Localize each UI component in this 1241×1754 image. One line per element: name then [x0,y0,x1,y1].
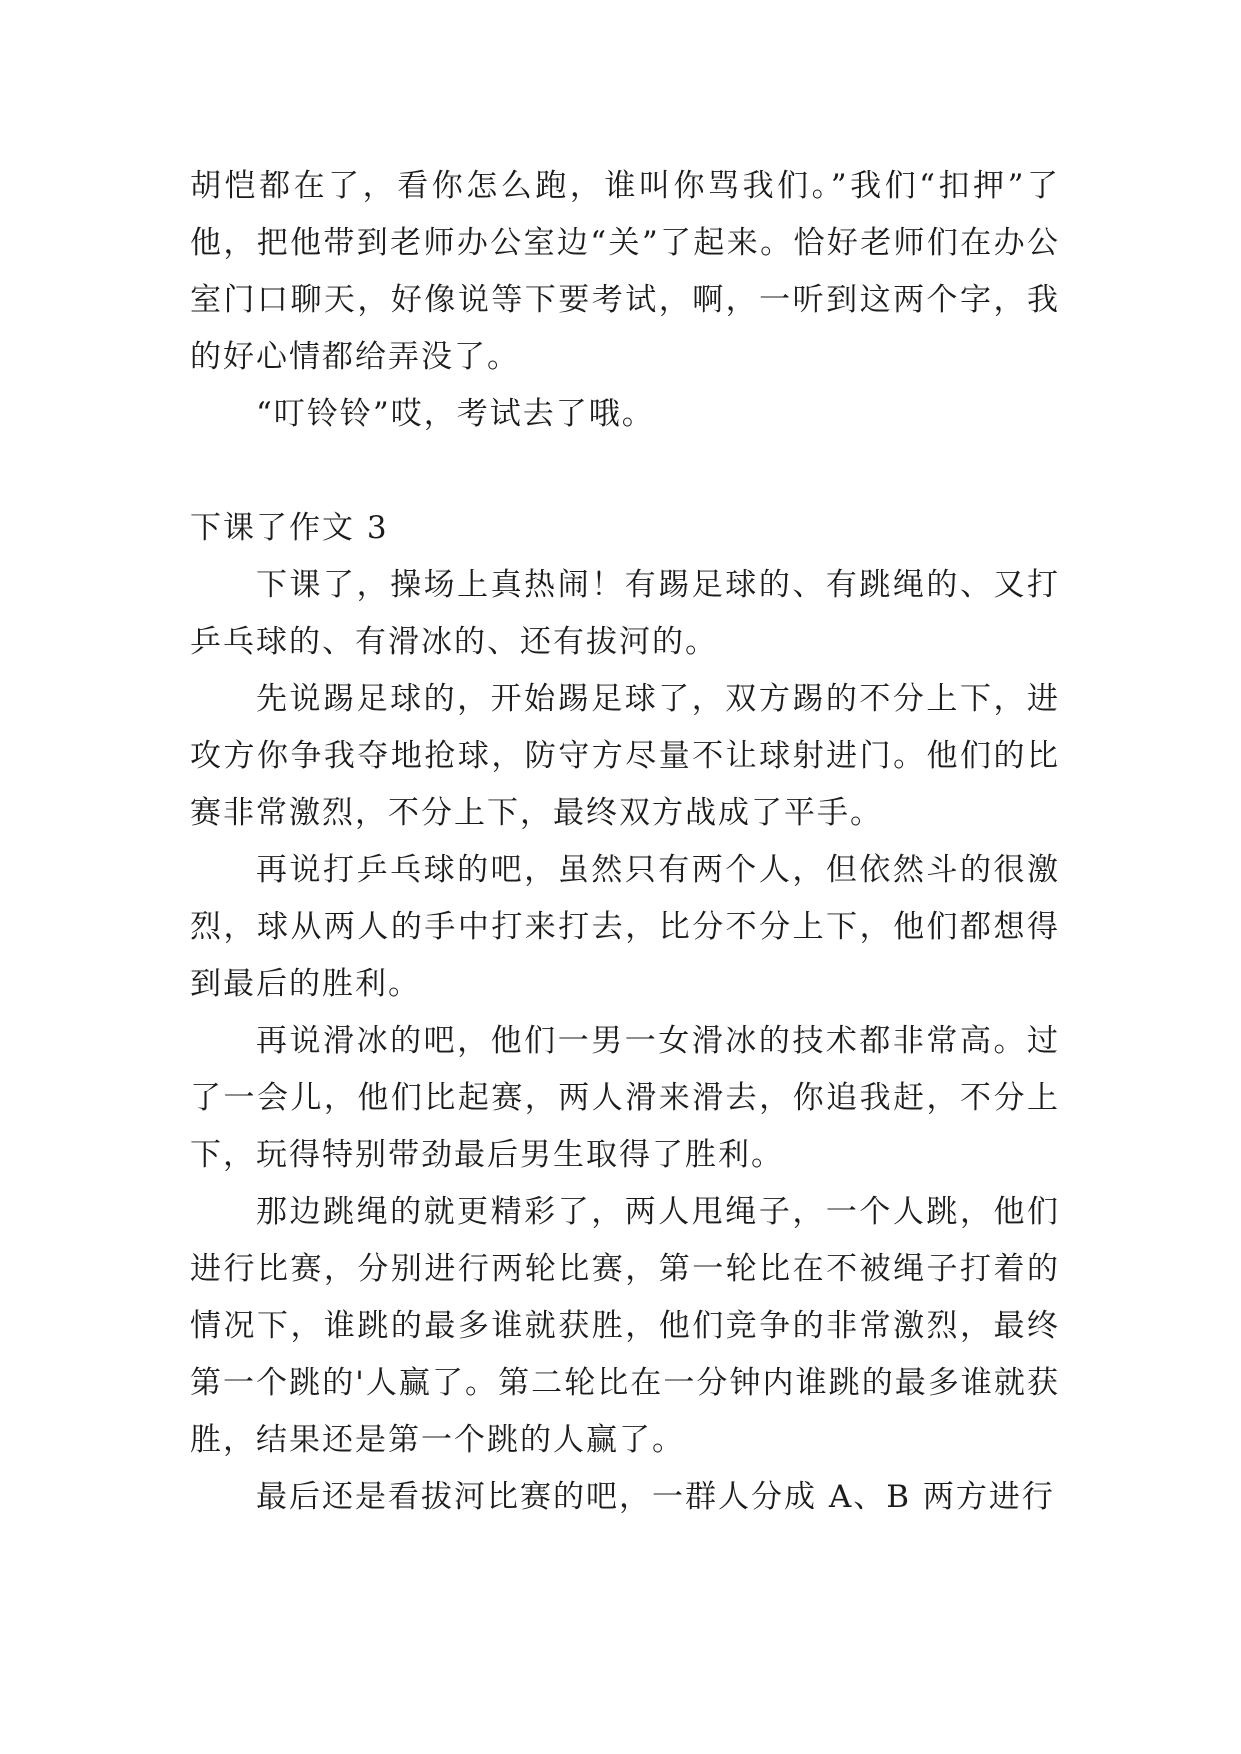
paragraph-skating: 再说滑冰的吧，他们一男一女滑冰的技术都非常高。过了一会儿，他们比起赛，两人滑来滑去，你追我赶，不分上下，玩得特别带劲最后男生取得了胜利。 [190,1023,1060,1173]
paragraph-jump-rope: 那边跳绳的就更精彩了，两人甩绳子，一个人跳，他们进行比赛，分别进行两轮比赛，第一轮比在不被绳子打着的情况下，谁跳的最多谁就获胜，他们竞争的非常激烈，最终第一个跳的'人赢了。第二轮比在一分钟内谁跳的最多谁就获胜，结果还是第一个跳的人赢了。 [190,1194,1060,1458]
paragraph-intro: 下课了，操场上真热闹！有踢足球的、有跳绳的、又打乒乓球的、有滑冰的、还有拔河的。 [190,567,1060,660]
paragraph-football: 先说踢足球的，开始踢足球了，双方踢的不分上下，进攻方你争我夺地抢球，防守方尽量不让球射进门。他们的比赛非常激烈，不分上下，最终双方战成了平手。 [190,681,1060,831]
paragraph-table-tennis: 再说打乒乓球的吧，虽然只有两个人，但依然斗的很激烈，球从两人的手中打来打去，比分不分上下，他们都想得到最后的胜利。 [190,852,1060,1002]
paragraph-continuation: 胡恺都在了，看你怎么跑，谁叫你骂我们。”我们“扣押”了他，把他带到老师办公室边“关”了起来。恰好老师们在办公室门口聊天，好像说等下要考试，啊，一听到这两个字，我的好心情都给弄没了。 [190,168,1060,375]
essay-title: 下课了作文 3 [190,510,389,546]
paragraph-tug-of-war: 最后还是看拔河比赛的吧，一群人分成 A、B 两方进行 [256,1479,1055,1515]
document-body [190,158,1060,1526]
paragraph-bell: “叮铃铃”哎，考试去了哦。 [256,396,655,432]
